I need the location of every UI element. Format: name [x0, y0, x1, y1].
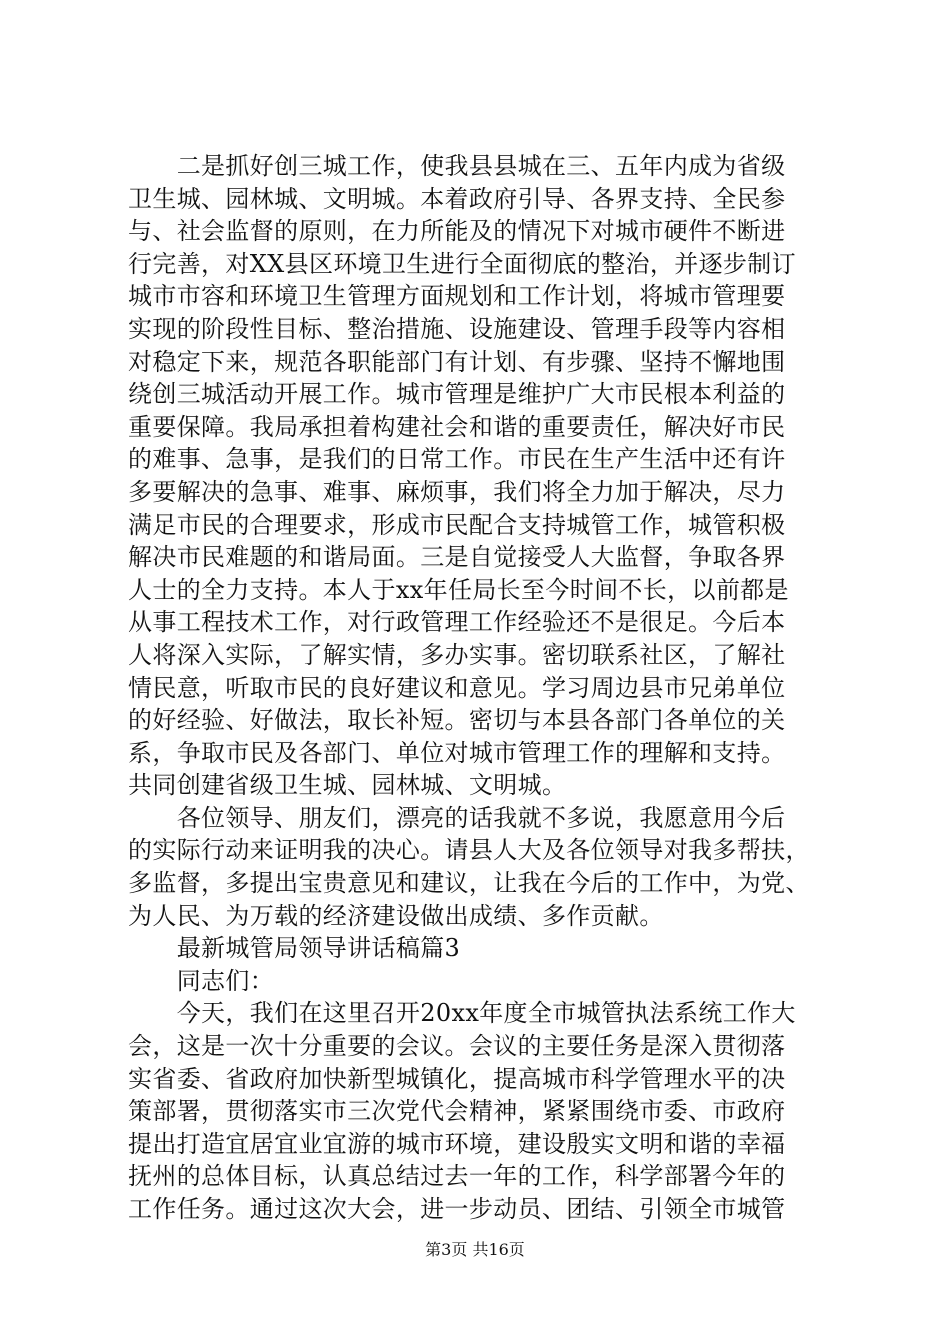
text-line: 情民意，听取市民的良好建议和意见。学习周边县市兄弟单位 [128, 673, 786, 702]
section-heading: 最新城管局领导讲话稿篇3 [128, 934, 461, 963]
text-line: 抚州的总体目标，认真总结过去一年的工作，科学部署今年的 [128, 1162, 786, 1191]
text-line: 多要解决的急事、难事、麻烦事，我们将全力加于解决，尽力 [128, 477, 786, 506]
text-line: 为人民、为万载的经济建设做出成绩、多作贡献。 [128, 901, 664, 930]
salutation: 同志们： [128, 966, 275, 995]
text-line: 二是抓好创三城工作，使我县县城在三、五年内成为省级 [128, 152, 786, 180]
text-line: 满足市民的合理要求，形成市民配合支持城管工作，城管积极 [128, 510, 786, 539]
page-number-footer: 第3页 共16页 [425, 1240, 525, 1259]
text-line: 行完善，对XX县区环境卫生进行全面彻底的整治，并逐步制订 [128, 249, 796, 278]
text-line: 提出打造宜居宜业宜游的城市环境，建设殷实文明和谐的幸福 [128, 1129, 786, 1158]
text-line: 各位领导、朋友们，漂亮的话我就不多说，我愿意用今后 [128, 803, 786, 832]
text-line: 共同创建省级卫生城、园林城、文明城。 [128, 771, 567, 800]
text-line: 重要保障。我局承担着构建社会和谐的重要责任，解决好市民 [128, 412, 786, 441]
text-line: 解决市民难题的和谐局面。三是自觉接受人大监督，争取各界 [128, 543, 786, 572]
text-line: 的难事、急事，是我们的日常工作。市民在生产生活中还有许 [128, 445, 786, 474]
text-line: 卫生城、园林城、文明城。本着政府引导、各界支持、全民参 [128, 184, 786, 213]
text-line: 人士的全力支持。本人于xx年任局长至今时间不长，以前都是 [128, 575, 789, 604]
text-line: 与、社会监督的原则，在力所能及的情况下对城市硬件不断进 [128, 217, 786, 246]
text-line: 城市市容和环境卫生管理方面规划和工作计划，将城市管理要 [128, 282, 786, 311]
document-body [128, 150, 828, 1226]
text-line: 人将深入实际，了解实情，多办实事。密切联系社区，了解社 [128, 640, 786, 669]
text-line: 系，争取市民及各部门、单位对城市管理工作的理解和支持。 [128, 738, 786, 767]
text-line: 会，这是一次十分重要的会议。会议的主要任务是深入贯彻落 [128, 1032, 786, 1061]
text-line: 从事工程技术工作，对行政管理工作经验还不是很足。今后本 [128, 608, 786, 637]
text-line: 绕创三城活动开展工作。城市管理是维护广大市民根本利益的 [128, 380, 786, 409]
text-line: 多监督，多提出宝贵意见和建议，让我在今后的工作中，为党、 [128, 869, 810, 898]
text-line: 的好经验、好做法，取长补短。密切与本县各部门各单位的关 [128, 706, 786, 735]
text-line: 对稳定下来，规范各职能部门有计划、有步骤、坚持不懈地围 [128, 347, 786, 376]
text-line: 的实际行动来证明我的决心。请县人大及各位领导对我多帮扶， [128, 836, 810, 865]
text-line: 工作任务。通过这次大会，进一步动员、团结、引领全市城管 [128, 1195, 786, 1223]
text-line: 今天，我们在这里召开20xx年度全市城管执法系统工作大 [128, 999, 796, 1028]
text-line: 实现的阶段性目标、整治措施、设施建设、管理手段等内容相 [128, 314, 786, 343]
text-line: 实省委、省政府加快新型城镇化，提高城市科学管理水平的决 [128, 1064, 786, 1093]
text-line: 策部署，贯彻落实市三次党代会精神，紧紧围绕市委、市政府 [128, 1097, 786, 1126]
